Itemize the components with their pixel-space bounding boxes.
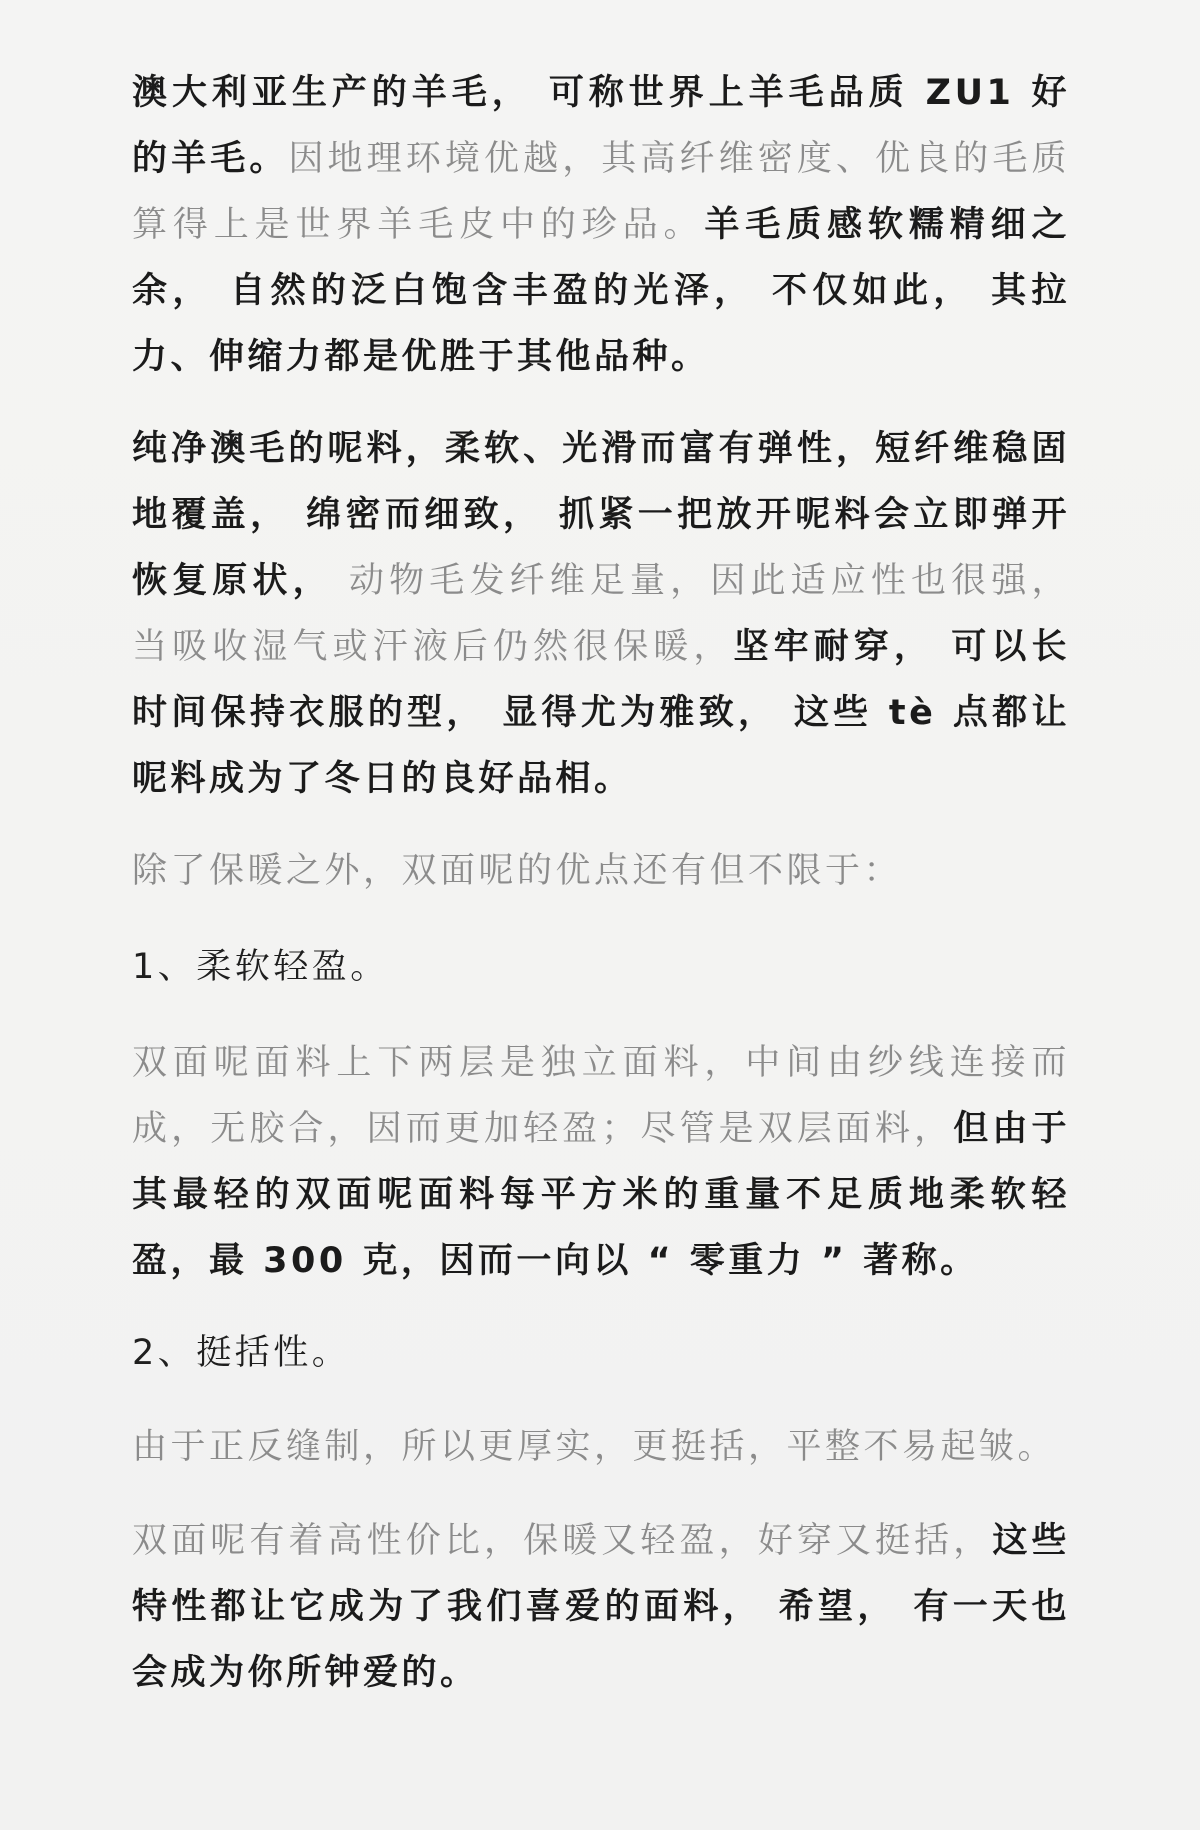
- text-run: 因地理环境优越，其高纤维密度、优良的毛质算得上是世界羊毛皮中的珍品。: [132, 139, 1070, 245]
- text-run: 羊毛质感软糯精细之余， 自然的泛白饱含丰盈的光泽， 不仅如此， 其拉力、伸缩力都是优胜于其他品种。: [132, 205, 1070, 377]
- paragraph-wool-origin: [132, 60, 1070, 390]
- text-run: 1、柔软轻盈。: [132, 947, 389, 987]
- text-run: 由于正反缝制，所以更厚实，更挺括，平整不易起皱。: [132, 1427, 1057, 1467]
- paragraph-point-2: [132, 1414, 1070, 1480]
- text-run: 坚牢耐穿， 可以长时间保持衣服的型， 显得尤为雅致， 这些 tè 点都让呢料成为了冬日的良好品相。: [132, 627, 1070, 799]
- text-run: 动物毛发纤维足量，因此适应性也很强，当吸收湿气或汗液后仍然很保暖，: [132, 561, 1070, 667]
- heading-point-1: [132, 934, 1070, 1000]
- paragraph-conclusion: [132, 1508, 1070, 1706]
- text-run: 除了保暖之外，双面呢的优点还有但不限于：: [132, 851, 903, 891]
- text-run: 双面呢面料上下两层是独立面料，中间由纱线连接而成，无胶合，因而更加轻盈；尽管是双层面料，: [132, 1043, 1070, 1149]
- text-run: 2、挺括性。: [132, 1333, 351, 1373]
- article-body: [132, 60, 1070, 1706]
- paragraph-fabric-quality: [132, 416, 1070, 812]
- paragraph-point-1: [132, 1030, 1070, 1294]
- text-run: 这些特性都让它成为了我们喜爱的面料， 希望， 有一天也会成为你所钟爱的。: [132, 1521, 1070, 1693]
- text-run: 纯净澳毛的呢料，柔软、光滑而富有弹性，短纤维稳固地覆盖， 绵密而细致， 抓紧一把放开呢料会立即弹开恢复原状，: [132, 429, 1070, 601]
- text-run: 澳大利亚生产的羊毛， 可称世界上羊毛品质 ZU1 好的羊毛。: [132, 73, 1070, 179]
- paragraph-advantages-intro: [132, 838, 1070, 904]
- text-run: 但由于其最轻的双面呢面料每平方米的重量不足质地柔软轻盈，最 300 克，因而一向以 “ 零重力 ” 著称。: [132, 1109, 1070, 1281]
- text-run: 双面呢有着高性价比，保暖又轻盈，好穿又挺括，: [132, 1521, 993, 1561]
- heading-point-2: [132, 1320, 1070, 1386]
